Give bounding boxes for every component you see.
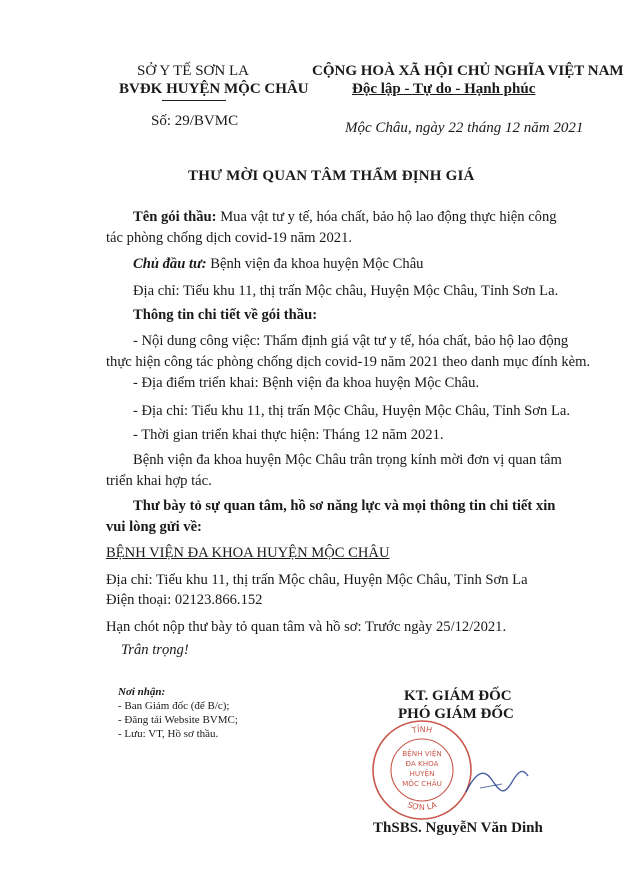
invite-line-1: Bệnh viện đa khoa huyện Mộc Châu trân trọng kính mời đơn vị quan tâm bbox=[133, 452, 562, 468]
send-line-2: vui lòng gửi về: bbox=[106, 519, 202, 535]
regards-line: Trân trọng! bbox=[121, 642, 189, 658]
nation-title: CỘNG HOÀ XÃ HỘI CHỦ NGHĨA VIỆT NAM bbox=[312, 63, 624, 79]
investor-address: Địa chỉ: Tiểu khu 11, thị trấn Mộc châu, Huyện Mộc Châu, Tỉnh Sơn La. bbox=[133, 283, 559, 299]
stamp-line-3: HUYỆN bbox=[409, 769, 435, 778]
recipient-name: BỆNH VIỆN ĐA KHOA HUYỆN MỘC CHÂU bbox=[106, 545, 390, 561]
recipient-address: Địa chỉ: Tiểu khu 11, thị trấn Mộc châu, Huyện Mộc Châu, Tỉnh Sơn La bbox=[106, 572, 528, 588]
send-line-1: Thư bày tỏ sự quan tâm, hồ sơ năng lực và mọi thông tin chi tiết xin bbox=[133, 498, 556, 514]
detail-heading: Thông tin chi tiết về gói thầu: bbox=[133, 307, 318, 323]
department-name: SỞ Y TẾ SƠN LA bbox=[137, 63, 249, 79]
hospital-underline bbox=[162, 100, 226, 101]
stamp-bottom-text: SƠN LA bbox=[406, 800, 438, 813]
content-line-2: thực hiện công tác phòng chống dịch covid-19 năm 2021 theo danh mục đính kèm. bbox=[106, 354, 591, 370]
investor-line bbox=[133, 256, 423, 273]
signer-role-2: PHÓ GIÁM ĐỐC bbox=[398, 706, 514, 722]
time-line: - Thời gian triển khai thực hiện: Tháng 12 năm 2021. bbox=[133, 427, 444, 443]
content-line-1: - Nội dung công việc: Thẩm định giá vật tư y tế, hóa chất, bảo hộ lao động bbox=[133, 333, 569, 349]
handwritten-signature bbox=[462, 762, 532, 802]
recipient-item: - Ban Giám đốc (để B/c); bbox=[118, 700, 230, 712]
recipient-item: - Lưu: VT, Hồ sơ thầu. bbox=[118, 728, 219, 740]
hospital-name bbox=[119, 81, 309, 98]
official-stamp bbox=[370, 718, 474, 822]
recipients-label: Nơi nhận: bbox=[118, 686, 166, 698]
package-text-2: tác phòng chống dịch covid-19 năm 2021. bbox=[106, 230, 353, 246]
package-text-1: Mua vật tư y tế, hóa chất, bảo hộ lao động thực hiện công bbox=[220, 209, 557, 225]
stamp-top-text: TỈNH bbox=[411, 724, 433, 736]
signer-name: ThSBS. NguyễN Văn Dinh bbox=[373, 820, 543, 836]
address-line-2: - Địa chỉ: Tiểu khu 11, thị trấn Mộc Châu, Huyện Mộc Châu, Tỉnh Sơn La. bbox=[133, 403, 570, 419]
invite-line-2: triển khai hợp tác. bbox=[106, 473, 212, 489]
package-line-1 bbox=[133, 209, 557, 226]
location-line: - Địa điểm triển khai: Bệnh viện đa khoa huyện Mộc Châu. bbox=[133, 375, 480, 391]
stamp-line-4: MỘC CHÂU bbox=[402, 779, 442, 788]
signer-role-1: KT. GIÁM ĐỐC bbox=[404, 688, 512, 704]
hospital-name-text: BVĐK HUYỆN MỘC CHÂU bbox=[119, 81, 309, 97]
page-title: THƯ MỜI QUAN TÂM THẨM ĐỊNH GIÁ bbox=[188, 168, 475, 184]
stamp-line-1: BỆNH VIỆN bbox=[402, 749, 442, 758]
phone-line: Điện thoại: 02123.866.152 bbox=[106, 592, 263, 608]
package-label: Tên gói thầu: bbox=[133, 209, 217, 225]
place-date: Mộc Châu, ngày 22 tháng 12 năm 2021 bbox=[345, 120, 584, 136]
investor-text: Bệnh viện đa khoa huyện Mộc Châu bbox=[210, 256, 424, 272]
document-number: Số: 29/BVMC bbox=[151, 113, 239, 129]
stamp-line-2: ĐA KHOA bbox=[405, 759, 439, 768]
recipient-item: - Đăng tải Website BVMC; bbox=[118, 714, 238, 726]
deadline-line: Hạn chót nộp thư bày tỏ quan tâm và hồ sơ: Trước ngày 25/12/2021. bbox=[106, 619, 507, 635]
investor-label: Chủ đầu tư: bbox=[133, 256, 207, 272]
national-motto: Độc lập - Tự do - Hạnh phúc bbox=[352, 81, 536, 97]
